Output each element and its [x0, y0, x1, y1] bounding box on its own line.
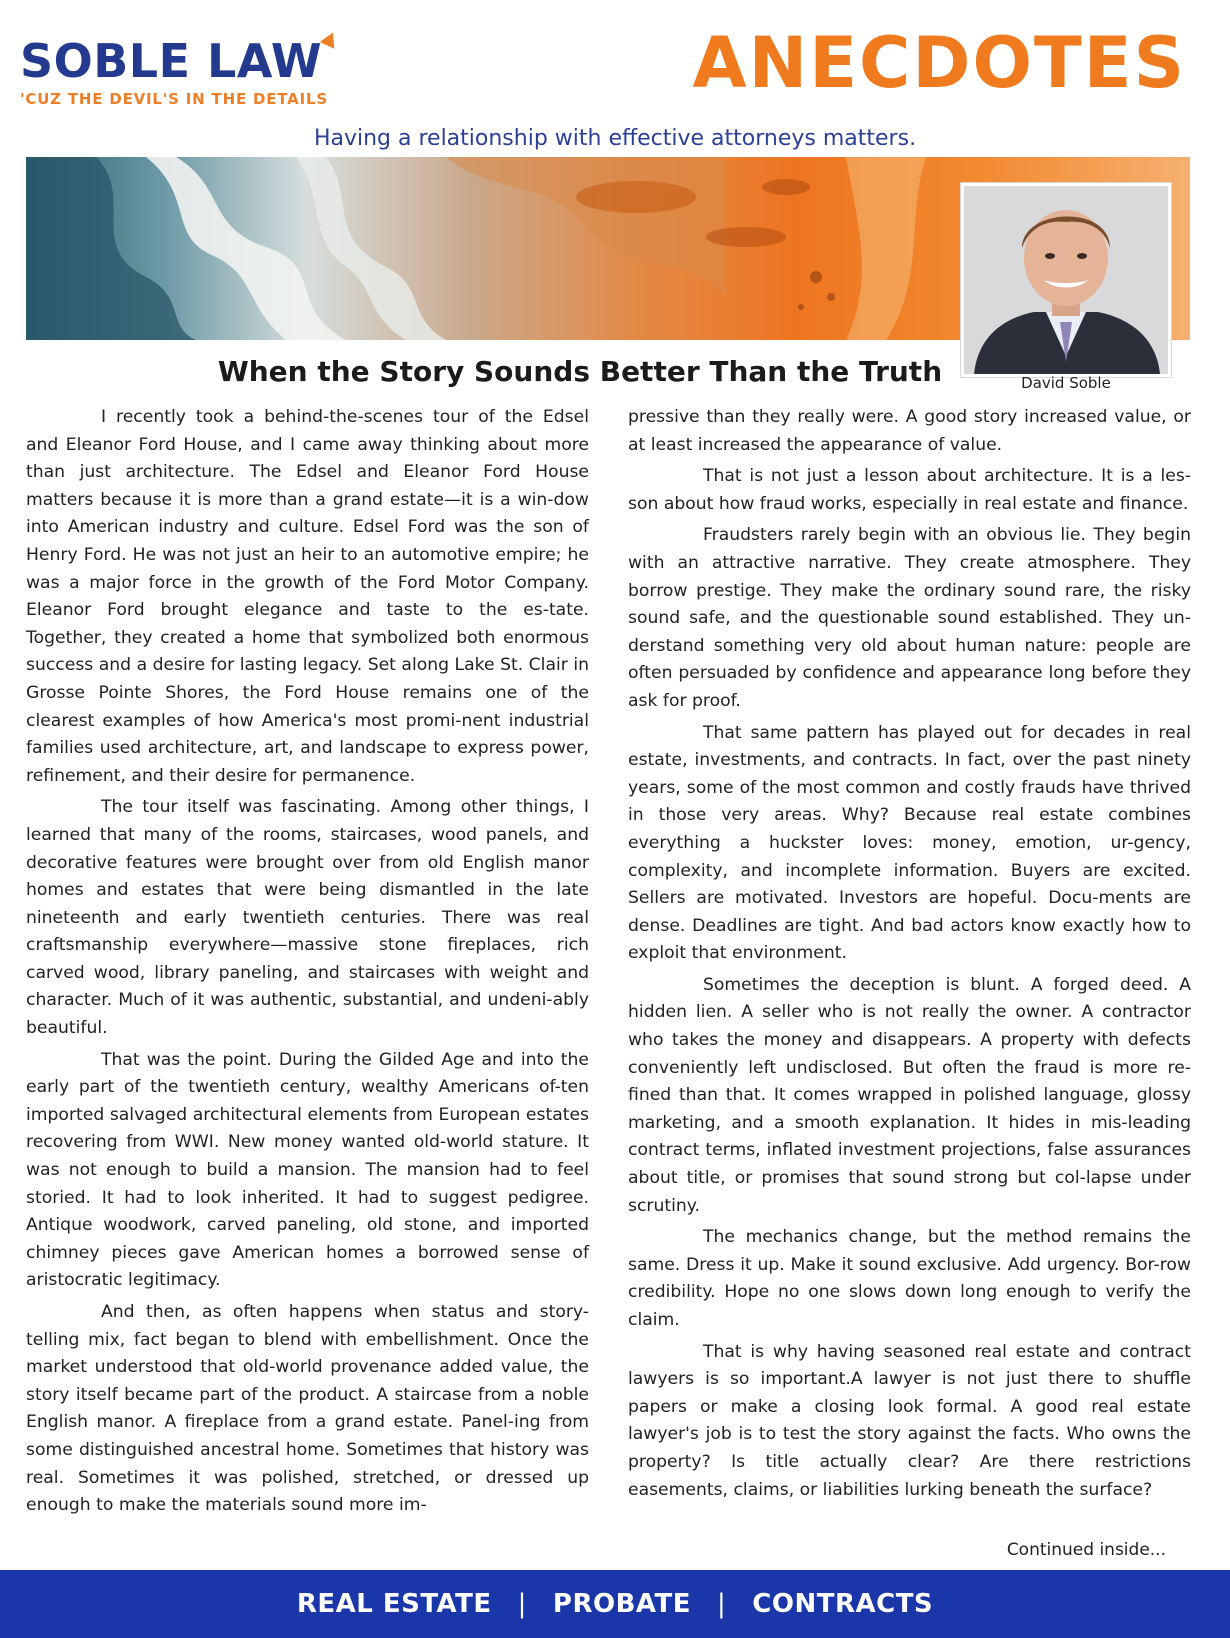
footer-item-contracts: CONTRACTS — [752, 1589, 934, 1619]
author-photo — [961, 183, 1171, 377]
paragraph: I recently took a behind-the-scenes tour of the Edsel and Eleanor Ford House, and I came away thinking about more than just architecture. The Edsel and Eleanor Ford House matters because it is more than a grand estate—it is a win-dow into American industry and culture. Edsel Ford was the son of Henry Ford. He was not just an heir to an automotive empire; he was a major force in the growth of the Ford Motor Company. Eleanor Ford brought elegance and taste to the es-tate. Together, they created a home that symbolized both enormous success and a desire for lasting legacy. Set along Lake St. Clair in Grosse Pointe Shores, the Ford House remains one of the clearest examples of how America's most promi-nent industrial families used architecture, art, and landscape to express power, refinement, and their desire for permanence. — [26, 407, 589, 786]
footer-item-probate: PROBATE — [552, 1589, 692, 1619]
photo-caption: David Soble — [1021, 374, 1111, 392]
article-title: When the Story Sounds Better Than the Truth — [217, 355, 943, 388]
logo-name: SOBLE LAW — [20, 34, 323, 88]
footer-item-real-estate: REAL ESTATE — [296, 1589, 492, 1619]
paragraph: That is why having seasoned real estate and contract lawyers is so important.A lawyer is not just there to shuffle papers or make a closing look formal. A good real estate lawyer's job is to test the story against the facts. Who owns the property? Is title actually clear? Are there restrictions easements, claims, or liabilities lurking beneath the surface? — [628, 1341, 1191, 1500]
portrait-image — [964, 186, 1168, 374]
paragraph: That is not just a lesson about architecture. It is a les-son about how fraud works, especially in real estate and finance. — [628, 466, 1191, 514]
logo-tagline: 'CUZ THE DEVIL'S IN THE DETAILS — [20, 90, 328, 108]
paragraph: Fraudsters rarely begin with an obvious lie. They begin with an attractive narrative. They create atmosphere. They borrow prestige. They make the ordinary sound rare, the risky sound safe, and the questionable sound established. They un-derstand something very old about human nature: people are often persuaded by confidence and appearance long before they ask for proof. — [628, 525, 1191, 711]
paragraph: The mechanics change, but the method remains the same. Dress it up. Make it sound exclusive. Add urgency. Bor-row credibility. Hope no one slows down long enough to verify the claim. — [628, 1227, 1191, 1330]
right-column — [628, 404, 1191, 1508]
paragraph: And then, as often happens when status and story-telling mix, fact began to blend with embellishment. Once the market understood that old-world provenance added value, the story itself became part of the product. A staircase from a noble English manor. A fireplace from a grand estate. Panel-ing from some distinguished ancestral home. Sometimes that history was real. Sometimes it was polished, stretched, or dressed up enough to make the materials sound more im- — [26, 1302, 589, 1516]
paragraph: That same pattern has played out for decades in real estate, investments, and contracts. In fact, over the past ninety years, some of the most common and costly frauds have thrived in those very areas. Why? Because real estate combines everything a huckster loves: money, emotion, ur-gency, complexity, and incomplete information. Buyers are excited. Sellers are motivated. Investors are hopeful. Docu-ments are dense. Deadlines are tight. And bad actors know exactly how to exploit that environment. — [628, 722, 1191, 964]
masthead-title: ANECDOTES — [692, 22, 1186, 104]
tagline: Having a relationship with effective attorneys matters. — [313, 126, 917, 151]
paragraph: The tour itself was fascinating. Among other things, I learned that many of the rooms, staircases, wood panels, and decorative features were brought over from old English manor homes and estates that were being dismantled in the late nineteenth and early twentieth centuries. There was real craftsmanship everywhere—massive stone fireplaces, rich carved wood, library paneling, and staircases with weight and character. Much of it was authentic, substantial, and undeni-ably beautiful. — [26, 797, 589, 1039]
left-column — [26, 404, 589, 1524]
continued-note: Continued inside... — [1006, 1540, 1166, 1560]
footer-bar — [0, 1570, 1230, 1638]
paragraph-continued: pressive than they really were. A good story increased value, or at least increased the appearance of value. — [628, 407, 1191, 455]
paragraph: Sometimes the deception is blunt. A forged deed. A hidden lien. A seller who is not really the owner. A contractor who takes the money and disappears. A property with defects conveniently left undisclosed. But often the fraud is more re-fined than that. It comes wrapped in polished language, glossy marketing, and a smooth explanation. It hides in mis-leading contract terms, inflated investment projections, false assurances about title, or promises that sound strong but col-lapse under scrutiny. — [628, 974, 1191, 1216]
logo — [20, 34, 328, 108]
footer-separator: | — [717, 1589, 727, 1619]
footer-separator: | — [517, 1589, 527, 1619]
paragraph: That was the point. During the Gilded Age and into the early part of the twentieth century, wealthy Americans of-ten imported salvaged architectural elements from European estates recovering from WWI. New money wanted old-world stature. It was not enough to build a mansion. The mansion had to feel storied. It had to look inherited. It had to suggest pedigree. Antique woodwork, carved paneling, old stone, and imported chimney pieces gave American homes a borrowed sense of aristocratic legitimacy. — [26, 1049, 589, 1291]
